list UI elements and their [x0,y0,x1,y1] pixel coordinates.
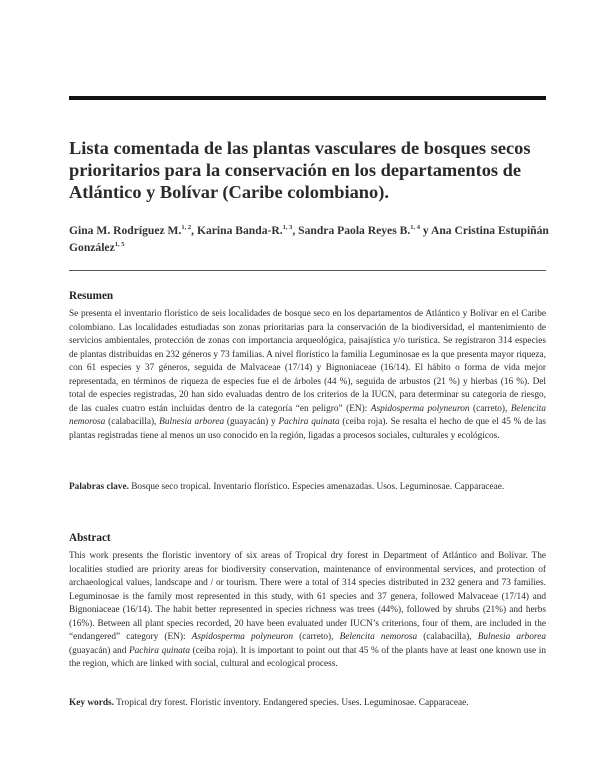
keywords-text: Tropical dry forest. Floristic inventory. Endangered species. Uses. Leguminosae. Capparaceae. [113,698,469,708]
species-name: Pachira quinata [128,645,190,656]
text-run: (calabacilla), [417,632,478,642]
author-separator: , [191,224,197,237]
author-affiliation: 1, 4 [410,224,420,231]
text-run: (carreto), [293,632,340,642]
text-run: (ceiba roja). Se resalta el hecho de que el 45 % de las plantas registradas tiene al menos un uso conocido en la región, ligadas a procesos sociales, culturales y ecológicos. [69,417,547,441]
author-affiliation: 1, 5 [114,241,125,248]
author-name: Sandra Paola Reyes B. [298,224,411,237]
abstract-body [69,550,546,672]
keywords [69,697,546,711]
abstract-heading: Abstract [69,532,111,544]
species-name: Aspidosperma polyneuron [370,403,470,414]
keywords-label: Key words. [69,698,114,708]
text-run: Se presenta el inventario florístico de seis localidades de bosque seco en los departamentos de Atlántico y Bolívar en el Caribe colombiano. Las localidades estudiadas son zonas prioritarias para la conservación de la biodiversidad, el mantenimiento de servicios ambientales, protección de zonas con importancia arqueológica, paisajística y/o turística. Se registraron 314 especies de plantas distribuidas en 232 géneros y 73 familias. A nivel florístico la familia Leguminosae es la que presenta mayor riqueza, con 61 especies y 37 géneros, seguida de Malvaceae (17/14) y Bignoniaceae (16/14). El hábito o forma de vida mejor representada, en términos de riqueza de especies fue el de árboles (44 %), seguida de arbustos (21 %) y hierbas (16 %). Del total de especies registradas, 20 han sido evaluadas dentro de los criterios de la IUCN, para determinar su categoría de riesgo, de las cuales cuatro están incluidas dentro de la categoría “en peligro” (EN): [69,309,546,414]
species-name: Belencita nemorosa [339,632,418,642]
text-run: (calabacilla), [105,417,160,427]
species-name: Pachira quinata [278,417,340,427]
text-run: (carreto), [469,403,511,414]
author-name: Gina M. Rodríguez M. [69,224,182,237]
palabras-clave-text: Bosque seco tropical. Inventario florístico. Especies amenazadas. Usos. Leguminosae. Capparaceae. [128,482,505,492]
resumen-heading: Resumen [69,290,114,302]
author-name: Ana Cristina Estupiñán González [69,224,549,254]
author-name: Karina Banda-R. [196,224,283,237]
author-separator: y [420,224,431,237]
author-affiliation: 1, 2 [181,224,192,231]
text-run: (guayacán) and [69,645,129,656]
paper-title: Lista comentada de las plantas vasculares de bosques secos prioritarios para la conservación en los departamentos de Atlántico y Bolívar (Caribe colombiano). [69,138,531,203]
palabras-clave-label: Palabras clave. [69,482,129,492]
author-list [69,222,549,256]
species-name: Aspidosperma polyneuron [191,632,294,642]
palabras-clave [69,481,546,495]
header-rule [69,96,546,100]
text-run: (guayacán) y [224,417,279,427]
text-run: This work presents the floristic inventory of six areas of Tropical dry forest in Department of Atlántico and Bolívar. The localities studied are priority areas for biodiversity conservation, maintenance of environmental services, and protection of archaeological values, landscape and / or tourism. There were a total of 314 species distributed in 232 genera and 73 families. Leguminosae is the family most represented in this study, with 61 species and 37 genera, followed Malvaceae (17/14) and Bignoniaceae (16/14). The habit better represented in species richness was trees (44%), followed by shrubs (21%) and herbs (16%). Between all plant species recorded, 20 have been evaluated under IUCN’s criterions, four of them, are included in the “endangered” category (EN): [69,551,546,642]
text-run: (ceiba roja). It is important to point out that 45 % of the plants have at least one known use in the region, which are linked with social, cultural and ecological process. [69,645,546,669]
resumen-body [69,308,546,443]
species-name: Belencita nemorosa [69,403,546,427]
species-name: Bulnesia arborea [477,632,546,642]
separator-rule [69,270,546,271]
author-separator: , [292,224,299,237]
author-affiliation: 1, 3 [282,224,293,231]
species-name: Bulnesia arborea [159,417,225,427]
